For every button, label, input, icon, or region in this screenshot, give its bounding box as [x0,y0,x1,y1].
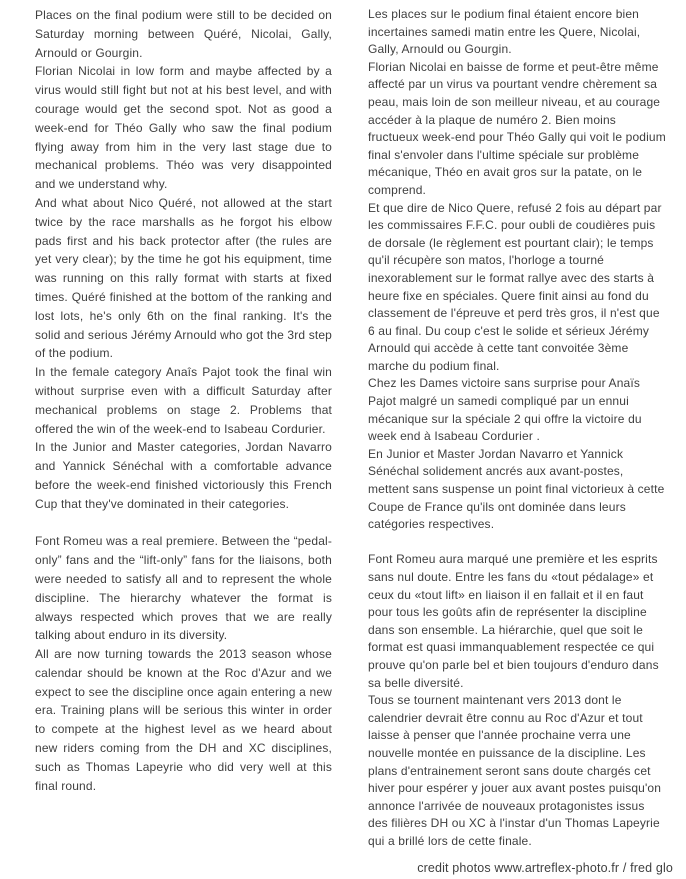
paragraph: Les places sur le podium final étaient encore bien incertaines samedi matin entre les Quere, Nicolai, Gally, Arnould ou Gourgin. [368,7,641,57]
paragraph: All are now turning towards the 2013 season whose calendar should be known at the Roc d'Azur and we expect to see the discipline once again entering a new era. Training plans will be serious this winter in order to compete at the highest level as we heard about new riders coming from the DH and XC disciplines, such as Thomas Lapeyrie who did very well at this final round. [35,647,332,793]
paragraph: Font Romeu was a real premiere. Between the “pedal-only” fans and the “lift-only” fans for the liaisons, both were needed to satisfy all and to represent the whole discipline. The hierarchy whatever the format is always respected which proves that we are really talking about enduro in its diversity. [35,534,332,643]
photo-credit-line: credit photos www.artreflex-photo.fr / fred glo [417,861,673,875]
paragraph: Places on the final podium were still to be decided on Saturday morning between Quéré, Nicolai, Gally, Arnould or Gourgin. [35,8,332,60]
paragraph: En Junior et Master Jordan Navarro et Yannick Sénéchal solidement ancrés aux avant-postes, mettent sans suspense un point final victorieux à cette Coupe de France qu'ils ont dominée dans leurs catégories respectives. [368,446,665,532]
paragraph: Florian Nicolai en baisse de forme et peut-être même affecté par un virus va pourtant vendre chèrement sa peau, mais loin de son meilleur niveau, et au courage accéder à la plaque de numéro 2. Bien moins fructueux week-end pour Théo Gally qui voit le podium final s'envoler dans l'ultime spéciale sur problème mécanique, Théo en avait gros sur la patate, on le comprend. [368,59,666,197]
english-column [35,6,332,795]
paragraph: And what about Nico Quéré, not allowed at the start twice by the race marshalls as he forgot his elbow pads first and his back protector after (the rules are yet very clear); by the time he got his equipment, time was running on this rally format with starts at fixed times. Quéré finished at the bottom of the ranking and lost lots, he's only 6th on the final ranking. It's the solid and serious Jérémy Arnould who got the 3rd step of the podium. [35,195,332,361]
paragraph: Et que dire de Nico Quere, refusé 2 fois au départ par les commissaires F.F.C. pour oubli de coudières puis de dorsale (le règlement est pourtant clair); le temps qu'il récupère son matos, l'horloge a tourné inexorablement sur le format rallye avec des starts à heure fixe en spéciales. Quere finit ainsi au fond du classement de l'épreuve et perd très gros, il n'est que 6 au final. Du coup c'est le solide et sérieux Jérémy Arnould qui accède à cette tant convoitée 3ème marche du podium final. [368,200,662,373]
paragraph: In the Junior and Master categories, Jordan Navarro and Yannick Sénéchal with a comfortable advance before the week-end finished victoriously this French Cup that they've dominated in their categories. [35,440,332,511]
paragraph: Tous se tournent maintenant vers 2013 dont le calendrier devrait être connu au Roc d'Azur et tout laisse à penser que l'année prochaine verra une nouvelle montée en puissance de la discipline. Les plans d'entrainement seront sans doute chargés cet hiver pour espérer y jouer aux avant postes puisqu'on annonce l'arrivée de nouveaux protagonistes issus des filières DH ou XC à l'instar d'un Thomas Lapeyrie qui a brillé lors de cette finale. [368,693,662,848]
paragraph: Chez les Dames victoire sans surprise pour Anaïs Pajot malgré un samedi compliqué par un ennui mécanique sur la spéciale 2 qui offre la victoire du week end à Isabeau Cordurier . [368,376,642,444]
paragraph: Font Romeu aura marqué une première et les esprits sans nul doute. Entre les fans du «tout pédalage» et ceux du «tout lift» en liaison il en fallait et il en faut pour tous les goûts afin de représenter la discipline dans son ensemble. La hiérarchie, quel que soit le format est quasi immanquablement respectée ce qui prouve qu'on parle bel et bien toujours d'enduro dans sa belle diversité. [368,552,659,690]
french-column [368,6,666,851]
paragraph: Florian Nicolai in low form and maybe affected by a virus would still fight but not at his best level, and with courage would get the second spot. Not as good a week-end for Théo Gally who saw the final podium flying away from him in the very last stage due to mechanical problems. Théo was very disappointed and we understand why. [35,64,332,192]
paragraph: In the female category Anaîs Pajot took the final win without surprise even with a difficult Saturday after mechanical problems on stage 2. Problems that offered the win of the week-end to Isabeau Cordurier. [35,365,332,436]
paragraph-spacer [368,534,666,552]
paragraph-spacer [35,514,332,533]
